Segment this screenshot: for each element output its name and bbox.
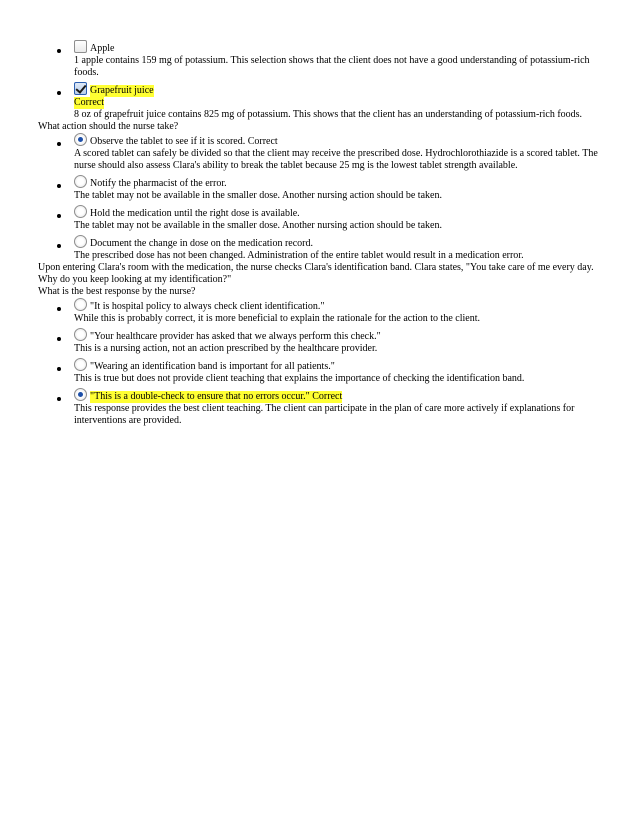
option-row [74,175,600,190]
answer-option [38,235,600,262]
answer-option [38,388,600,427]
option-feedback: A scored tablet can safely be divided so that the client may receive the prescribed dose. Hydrochlorothiazide is a scored tablet. The nurse should also assess Clara's ability to break the tablet because 25 mg is the lowest tablet strength available. [74,148,598,171]
radio-button[interactable] [74,175,87,188]
option-label[interactable]: Hold the medication until the right dose is available. [90,208,300,219]
option-feedback: 1 apple contains 159 mg of potassium. This selection shows that the client does not have a good understanding of potassium-rich foods. [74,55,590,78]
answer-option [38,133,600,172]
option-row [74,235,600,250]
option-label[interactable]: Grapefruit juice [90,85,154,96]
bullet-icon [57,337,61,341]
bullet-icon [57,244,61,248]
option-feedback: 8 oz of grapefruit juice contains 825 mg of potassium. This shows that the client has an understanding of potassium-rich foods. [74,109,583,120]
option-label[interactable]: "Wearing an identification band is important for all patients." [90,361,335,372]
bullet-icon [57,397,61,401]
bullet-icon [57,184,61,188]
bullet-icon [57,367,61,371]
question-2-options [38,133,600,262]
radio-button[interactable] [74,358,87,371]
page-content [38,40,600,427]
scenario-text: Upon entering Clara's room with the medication, the nurse checks Clara's identification band. Clara states, "You take care of me every day. Why do you keep looking at my identification?" [38,262,594,285]
bullet-icon [57,307,61,311]
radio-button[interactable] [74,205,87,218]
answer-option [38,298,600,325]
option-row [74,328,600,343]
option-row [74,133,600,148]
option-row [74,205,600,220]
bullet-icon [57,49,61,53]
bullet-icon [57,142,61,146]
correct-tag: Correct [74,97,104,108]
answer-option [38,175,600,202]
option-feedback: The tablet may not be available in the smaller dose. Another nursing action should be taken. [74,190,442,201]
question-2-text: What action should the nurse take? [38,121,179,132]
option-feedback: While this is probably correct, it is more beneficial to explain the rationale for the action to the client. [74,313,480,324]
selected-radio-button[interactable] [74,388,87,401]
option-row [74,358,600,373]
option-label[interactable]: "Your healthcare provider has asked that we always perform this check." [90,331,381,342]
option-label[interactable]: "This is a double-check to ensure that no errors occur." Correct [90,391,343,402]
option-row [74,82,600,97]
option-feedback: This response provides the best client teaching. The client can participate in the plan of care more actively if explanations for interventions are provided. [74,403,575,426]
answer-option [38,205,600,232]
bullet-icon [57,214,61,218]
option-row [74,298,600,313]
question-1-options [38,40,600,121]
option-label[interactable]: Apple [90,43,115,54]
option-feedback: This is true but does not provide client teaching that explains the importance of checking the identification band. [74,373,525,384]
option-row [74,40,600,55]
checked-checkbox[interactable] [74,82,87,95]
option-label[interactable]: Observe the tablet to see if it is scored. Correct [90,136,278,147]
radio-button[interactable] [74,328,87,341]
checkbox[interactable] [74,40,87,53]
option-row [74,388,600,403]
answer-option [38,40,600,79]
option-label[interactable]: Notify the pharmacist of the error. [90,178,227,189]
option-label[interactable]: Document the change in dose on the medication record. [90,238,313,249]
question-3-options [38,298,600,427]
radio-button[interactable] [74,235,87,248]
radio-button[interactable] [74,298,87,311]
selected-radio-button[interactable] [74,133,87,146]
answer-option [38,328,600,355]
question-3-text: What is the best response by the nurse? [38,286,196,297]
option-label[interactable]: "It is hospital policy to always check client identification." [90,301,325,312]
answer-option [38,82,600,121]
option-feedback: The prescribed dose has not been changed. Administration of the entire tablet would result in a medication error. [74,250,524,261]
answer-option [38,358,600,385]
bullet-icon [57,91,61,95]
option-feedback: This is a nursing action, not an action prescribed by the healthcare provider. [74,343,378,354]
option-feedback: The tablet may not be available in the smaller dose. Another nursing action should be taken. [74,220,442,231]
